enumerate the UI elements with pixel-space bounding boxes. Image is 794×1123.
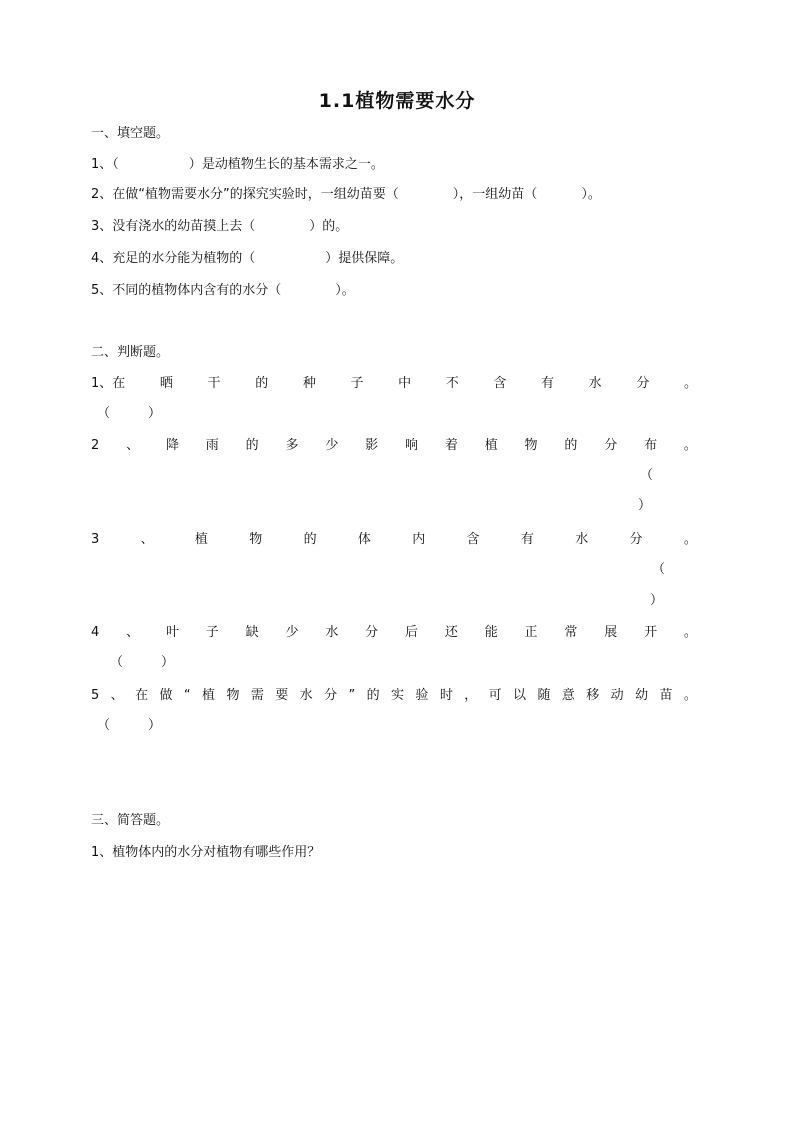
question-char: 展 — [604, 625, 618, 640]
question-char: 验 — [415, 688, 429, 703]
question-char: 要 — [275, 688, 289, 703]
question-char: 中 — [398, 376, 412, 391]
answer-parens[interactable]: （ ） — [97, 406, 162, 421]
question-char: 、 — [126, 625, 140, 640]
question-char: 分 — [629, 532, 643, 547]
question-char: 的 — [255, 376, 269, 391]
question-char: 晒 — [159, 376, 173, 391]
question-char: 水 — [325, 625, 339, 640]
question-char: 少 — [285, 625, 299, 640]
question-char: 植 — [194, 532, 208, 547]
question-char: 物 — [524, 438, 538, 453]
question-char: 分 — [636, 376, 650, 391]
question-char: 幼 — [635, 688, 649, 703]
fill-question-4: 4、充足的水分能为植物的（ ）提供保障。 — [91, 251, 404, 266]
question-char: 少 — [325, 438, 339, 453]
question-char: 、 — [110, 688, 124, 703]
question-char: 水 — [575, 532, 589, 547]
question-char: 意 — [561, 688, 575, 703]
question-char: 物 — [249, 532, 263, 547]
question-char: 植 — [484, 438, 498, 453]
question-char: 以 — [513, 688, 527, 703]
section1-heading: 一、填空题。 — [91, 126, 170, 141]
question-char: 内 — [412, 532, 426, 547]
question-char: 的 — [245, 438, 259, 453]
question-char: 物 — [226, 688, 240, 703]
question-char: 水 — [588, 376, 602, 391]
question-char: 布 — [644, 438, 658, 453]
section3-heading: 三、简答题。 — [91, 813, 170, 828]
question-char: 。 — [683, 688, 697, 703]
answer-paren-close[interactable]: ） — [638, 498, 652, 513]
question-char: 5 — [91, 688, 100, 703]
question-char: 多 — [285, 438, 299, 453]
question-char: 。 — [683, 376, 697, 391]
question-char: ” — [348, 688, 356, 703]
judge-question-1 — [91, 376, 697, 392]
judge-question-2 — [91, 438, 697, 454]
question-char: 水 — [299, 688, 313, 703]
question-char: 含 — [466, 532, 480, 547]
question-char: 随 — [537, 688, 551, 703]
question-char: 2 — [91, 438, 100, 453]
question-char: 正 — [524, 625, 538, 640]
question-char: 时 — [439, 688, 453, 703]
answer-parens[interactable]: （ ） — [110, 655, 175, 670]
question-char: 植 — [202, 688, 216, 703]
answer-paren-open[interactable]: （ — [640, 468, 654, 483]
question-char: 不 — [445, 376, 459, 391]
answer-paren-close[interactable]: ） — [650, 593, 664, 608]
question-char: 叶 — [165, 625, 179, 640]
fill-question-1: 1、（ ）是动植物生长的基本需求之一。 — [91, 157, 384, 172]
question-char: 后 — [405, 625, 419, 640]
fill-question-2: 2、在做“植物需要水分”的探究实验时，一组幼苗要（ ），一组幼苗（ ）。 — [91, 187, 601, 202]
question-char: 4 — [91, 625, 100, 640]
question-char: 的 — [366, 688, 380, 703]
fill-question-5: 5、不同的植物体内含有的水分（ ）。 — [91, 283, 355, 298]
question-char: 苗 — [659, 688, 673, 703]
question-char: 1、在 — [91, 376, 126, 391]
question-char: 动 — [610, 688, 624, 703]
short-answer-question-1: 1、植物体内的水分对植物有哪些作用？ — [91, 845, 321, 860]
answer-paren-open[interactable]: （ — [652, 562, 666, 577]
answer-parens[interactable]: （ ） — [97, 718, 162, 733]
judge-question-5 — [91, 688, 697, 704]
question-char: 降 — [165, 438, 179, 453]
question-char: 子 — [350, 376, 364, 391]
question-char: 做 — [159, 688, 173, 703]
question-char: 。 — [683, 532, 697, 547]
question-char: 需 — [250, 688, 264, 703]
question-char: 子 — [205, 625, 219, 640]
question-char: 常 — [564, 625, 578, 640]
question-char: 的 — [564, 438, 578, 453]
question-char: 响 — [405, 438, 419, 453]
question-char: 实 — [391, 688, 405, 703]
section2-heading: 二、判断题。 — [91, 345, 170, 360]
question-char: 含 — [493, 376, 507, 391]
page-title: 1.1植物需要水分 — [318, 90, 476, 112]
question-char: 的 — [303, 532, 317, 547]
question-char: 种 — [302, 376, 316, 391]
question-char: “ — [183, 688, 191, 703]
question-char: 。 — [683, 625, 697, 640]
question-char: 3 — [91, 532, 100, 547]
question-char: 还 — [444, 625, 458, 640]
question-char: 可 — [488, 688, 502, 703]
question-char: 。 — [683, 438, 697, 453]
question-char: 开 — [644, 625, 658, 640]
question-char: 有 — [520, 532, 534, 547]
question-char: 有 — [541, 376, 555, 391]
question-char: 着 — [444, 438, 458, 453]
question-char: ， — [464, 688, 478, 703]
question-char: 能 — [484, 625, 498, 640]
question-char: 干 — [207, 376, 221, 391]
question-char: 分 — [365, 625, 379, 640]
question-char: 移 — [586, 688, 600, 703]
question-char: 体 — [357, 532, 371, 547]
question-char: 缺 — [245, 625, 259, 640]
question-char: 影 — [365, 438, 379, 453]
judge-question-3 — [91, 532, 697, 548]
question-char: 、 — [140, 532, 154, 547]
judge-question-4 — [91, 625, 697, 641]
question-char: 分 — [604, 438, 618, 453]
question-char: 在 — [135, 688, 149, 703]
question-char: 分 — [324, 688, 338, 703]
question-char: 、 — [126, 438, 140, 453]
fill-question-3: 3、没有浇水的幼苗摸上去（ ）的。 — [91, 219, 349, 234]
question-char: 雨 — [205, 438, 219, 453]
